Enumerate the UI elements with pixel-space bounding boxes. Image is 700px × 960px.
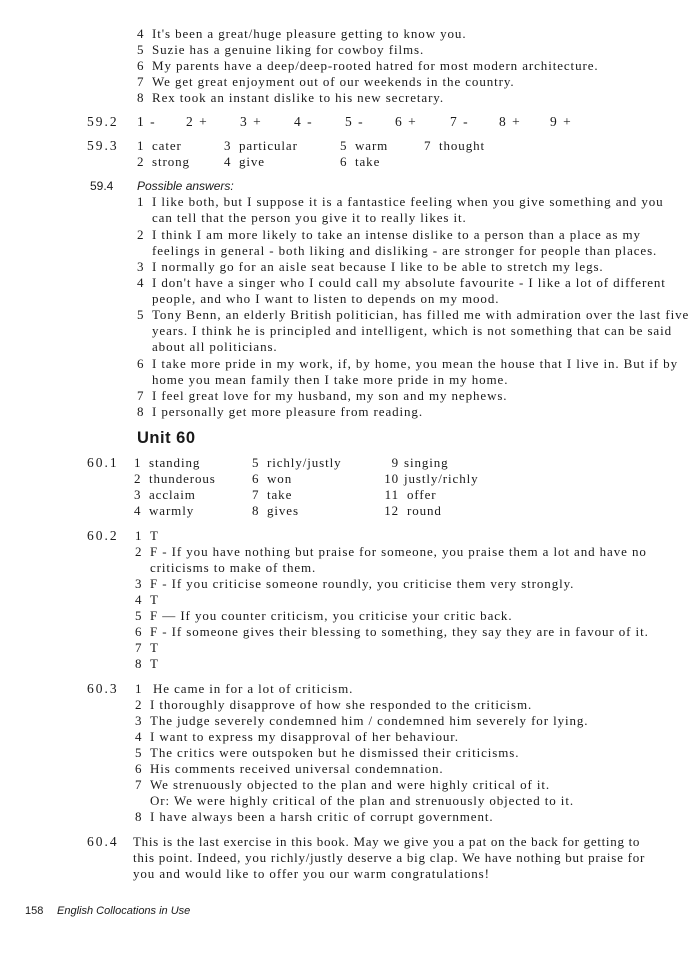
exercise-label: 60.4 [87,834,119,849]
answer: 10 justly/richly [384,471,479,486]
list-item: 1 He came in for a lot of criticism. [135,681,354,696]
answer: 6 won [252,471,293,486]
answer: 7 - [450,114,470,129]
list-item: 2 I thoroughly disapprove of how she responded to the criticism. [135,697,533,712]
list-item: 7 We get great enjoyment out of our weekends in the country. [137,74,515,89]
list-item-continuation: can tell that the person you give it to really likes it. [152,210,467,225]
list-item: 6 I take more pride in my work, if, by home, you mean the house that I live in. But if by [137,356,678,371]
list-item: 5 Suzie has a genuine liking for cowboy films. [137,42,425,57]
list-item-continuation: Or: We were highly critical of the plan and strenuously objected to it. [150,793,574,808]
list-item: 5 The critics were outspoken but he dismissed their criticisms. [135,745,520,760]
exercise-label: 60.3 [87,681,119,696]
page-number: 158 [25,905,44,917]
list-item: 3 I normally go for an aisle seat because I like to be able to stretch my legs. [137,259,604,274]
answer: 1 standing [134,455,201,470]
list-item: 7 I feel great love for my husband, my son and my nephews. [137,388,508,403]
list-item: 6 F - If someone gives their blessing to something, they say they are in favour of it. [135,624,649,639]
answer: 2 strong [137,154,190,169]
answer: 1 - [137,114,157,129]
answer: 11 offer [384,487,437,502]
answer: 9 singing [391,455,449,470]
exercise-label: 59.3 [87,138,119,153]
list-item-continuation: home you mean family then I take more pride in my home. [152,372,509,387]
answer: 7 take [252,487,293,502]
answer: 7 thought [424,138,486,153]
list-item: 5 Tony Benn, an elderly British politician, has filled me with admiration over the last five [137,307,690,322]
paragraph-line: you and would like to offer you our warm congratulations! [133,866,490,881]
exercise-label: 60.1 [87,455,119,470]
list-item: 5 F — If you counter criticism, you criticise your critic back. [135,608,513,623]
answer: 3 + [240,114,263,129]
paragraph-line: this point. Indeed, you richly/justly deserve a big clap. We have nothing but praise for [133,850,646,865]
list-item: 4 T [135,592,159,607]
list-item: 6 His comments received universal condemnation. [135,761,444,776]
list-item: 8 I have always been a harsh critic of corrupt government. [135,809,494,824]
list-item: 4 I want to express my disapproval of her behaviour. [135,729,459,744]
exercise-label: 60.2 [87,528,119,543]
answer: 8 + [499,114,522,129]
answer: 5 warm [340,138,389,153]
list-item: 7 We strenuously objected to the plan and were highly critical of it. [135,777,551,792]
list-item: 1 T [135,528,159,543]
list-item: 2 I think I am more likely to take an intense dislike to a person than a place as my [137,227,641,242]
answer: 4 give [224,154,265,169]
answer: 6 take [340,154,381,169]
answer: 6 + [395,114,418,129]
book-title: English Collocations in Use [57,905,191,917]
list-item: 4 I don't have a singer who I could call my absolute favourite - I like a lot of different [137,275,666,290]
list-item: 3 F - If you criticise someone roundly, you criticise them very strongly. [135,576,575,591]
answer: 3 acclaim [134,487,196,502]
answer: 9 + [550,114,573,129]
list-item-continuation: about all politicians. [152,339,278,354]
list-item: 3 The judge severely condemned him / condemned him severely for lying. [135,713,589,728]
answer: 2 thunderous [134,471,216,486]
answer: 8 gives [252,503,299,518]
list-item: 7 T [135,640,159,655]
possible-answers-intro: Possible answers: [137,179,234,193]
list-item: 1 I like both, but I suppose it is a fantastice feeling when you give something and you [137,194,664,209]
exercise-label: 59.4 [90,179,114,193]
list-item: 8 T [135,656,159,671]
answer: 5 richly/justly [252,455,342,470]
list-item-continuation: years. I think he is principled and intelligent, which is not something that can be said [152,323,673,338]
paragraph-line: This is the last exercise in this book. May we give you a pat on the back for getting to [133,834,641,849]
list-item: 8 Rex took an instant dislike to his new secretary. [137,90,445,105]
list-item: 4 It's been a great/huge pleasure getting to know you. [137,26,467,41]
list-item: 8 I personally get more pleasure from reading. [137,404,423,419]
unit-heading: Unit 60 [137,429,196,447]
answer: 4 - [294,114,314,129]
list-item-continuation: criticisms to make of them. [150,560,317,575]
answer: 2 + [186,114,209,129]
answer: 12 round [384,503,442,518]
list-item-continuation: feelings in general - both liking and disliking - are stronger for people than places. [152,243,658,258]
answer: 5 - [345,114,365,129]
list-item-continuation: people, and who I want to listen to depends on my mood. [152,291,500,306]
list-item: 2 F - If you have nothing but praise for someone, you praise them a lot and have no [135,544,647,559]
answer: 1 cater [137,138,182,153]
answer: 3 particular [224,138,298,153]
answer: 4 warmly [134,503,195,518]
exercise-label: 59.2 [87,114,119,129]
list-item: 6 My parents have a deep/deep-rooted hatred for most modern architecture. [137,58,599,73]
